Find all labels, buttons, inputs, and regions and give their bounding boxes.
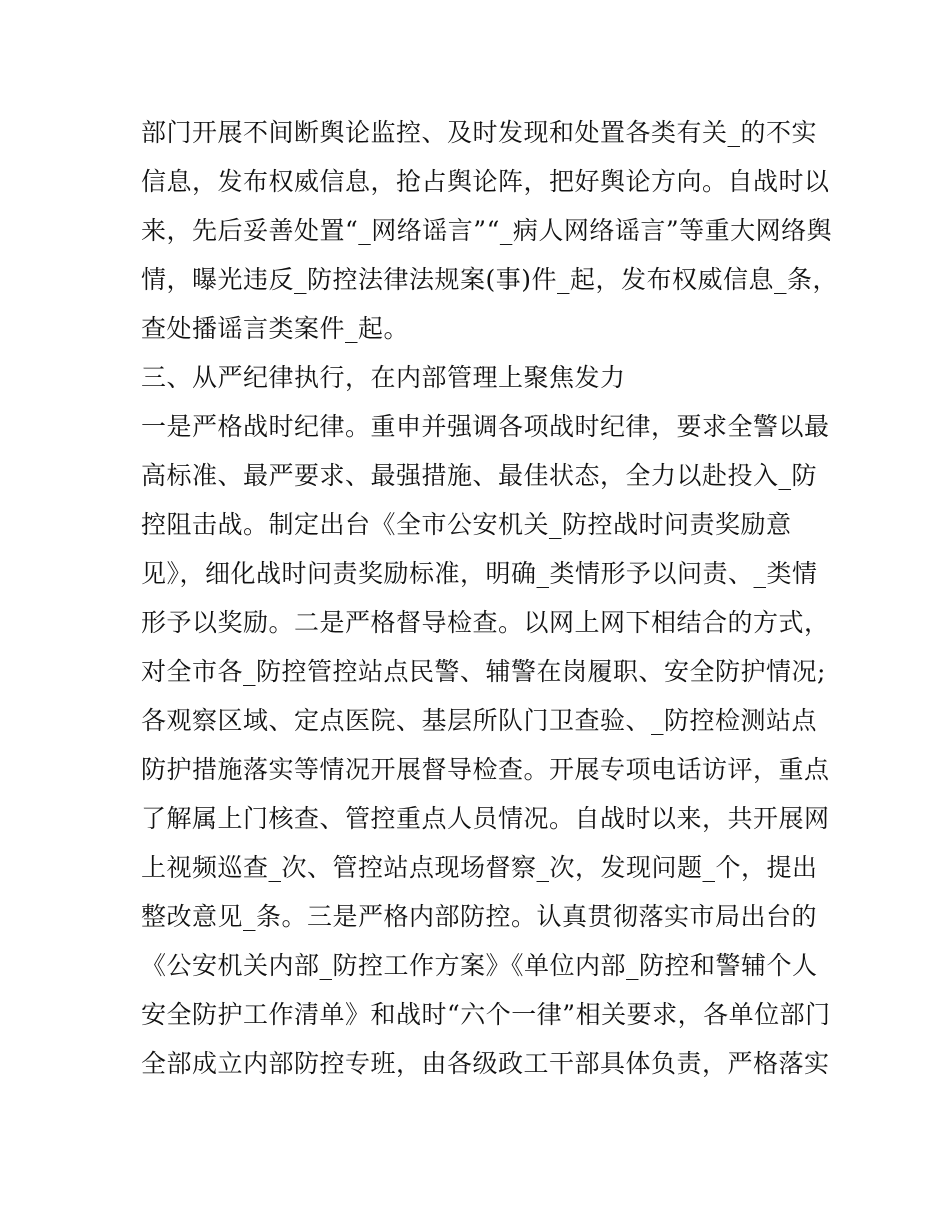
section-heading: 三、从严纪律执行，在内部管理上聚焦发力 <box>141 363 626 392</box>
text-line: 情，曝光违反_防控法律法规案(事)件_起，发布权威信息_条， <box>141 265 839 294</box>
text-line: 控阻击战。制定出台《全市公安机关_防控战时问责奖励意 <box>141 510 792 539</box>
text-line: 《公安机关内部_防控工作方案》《单位内部_防控和警辅个人 <box>141 951 818 980</box>
text-line: 部门开展不间断舆论监控、及时发现和处置各类有关_的不实 <box>141 118 818 147</box>
text-line: 信息，发布权威信息，抢占舆论阵，把好舆论方向。自战时以 <box>141 167 830 196</box>
text-line: 全部成立内部防控专班，由各级政工干部具体负责，严格落实 <box>141 1049 830 1078</box>
text-line: 上视频巡查_次、管控站点现场督察_次，发现问题_个，提出 <box>141 853 818 882</box>
text-line: 安全防护工作清单》和战时“六个一律”相关要求，各单位部门 <box>141 1000 831 1029</box>
text-line: 查处播谣言类案件_起。 <box>141 314 410 343</box>
text-line: 来，先后妥善处置“_网络谣言”“_病人网络谣言”等重大网络舆 <box>141 216 833 245</box>
text-line: 各观察区域、定点医院、基层所队门卫查验、_防控检测站点 <box>141 706 818 735</box>
text-line: 了解属上门核查、管控重点人员情况。自战时以来，共开展网 <box>141 804 830 833</box>
body-text <box>141 108 839 1088</box>
text-line: 一是严格战时纪律。重申并强调各项战时纪律，要求全警以最 <box>141 412 830 441</box>
text-line: 整改意见_条。三是严格内部防控。认真贯彻落实市局出台的 <box>141 902 818 931</box>
text-line: 对全市各_防控管控站点民警、辅警在岗履职、安全防护情况; <box>141 657 826 686</box>
text-line: 形予以奖励。二是严格督导检查。以网上网下相结合的方式， <box>141 608 830 637</box>
text-line: 防护措施落实等情况开展督导检查。开展专项电话访评，重点 <box>141 755 830 784</box>
text-line: 高标准、最严要求、最强措施、最佳状态，全力以赴投入_防 <box>141 461 818 490</box>
text-line: 见》，细化战时问责奖励标准，明确_类情形予以问责、_类情 <box>141 559 818 588</box>
